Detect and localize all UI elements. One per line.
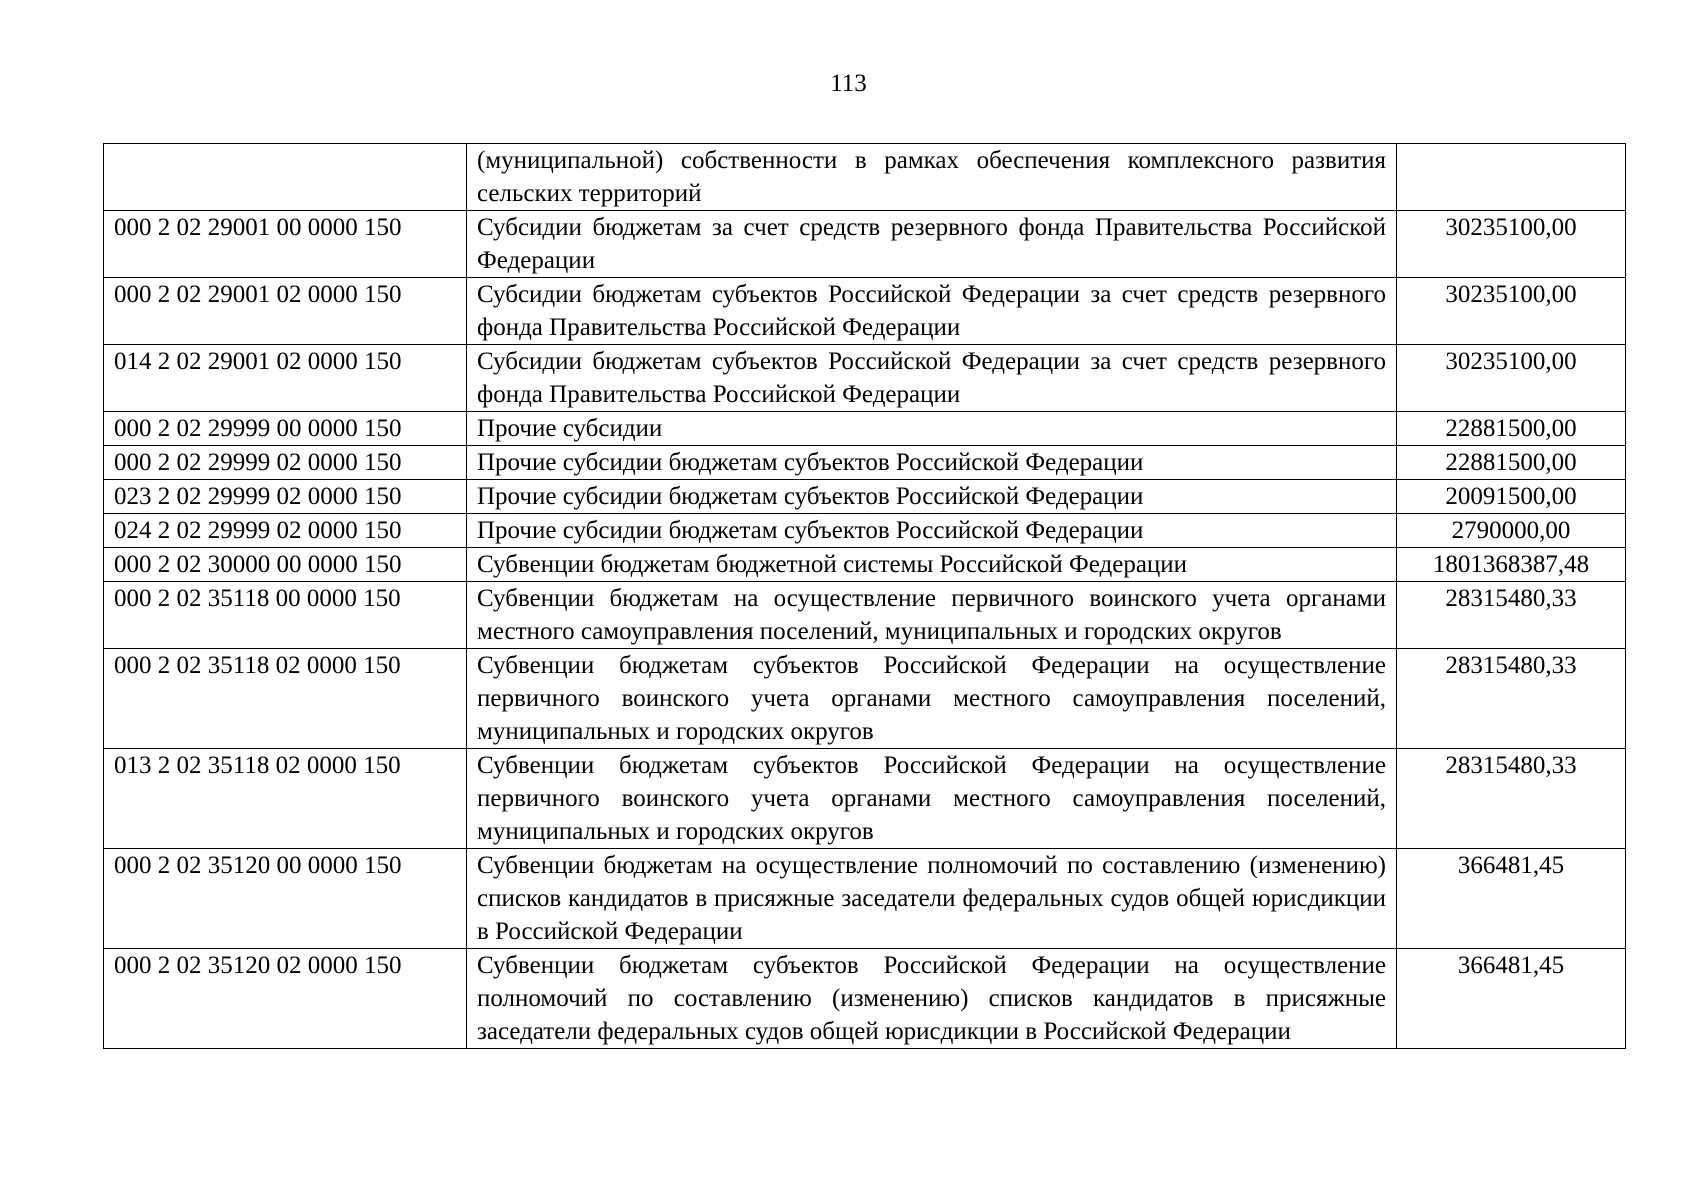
table-body bbox=[104, 144, 1626, 1049]
revenue-name-cell: Субвенции бюджетам на осуществление полномочий по составлению (изменению) списков кандидатов в присяжные заседатели федеральных судов общей юрисдикции в Российской Федерации bbox=[467, 849, 1397, 949]
table-row bbox=[104, 514, 1626, 548]
amount-cell: 22881500,00 bbox=[1397, 446, 1626, 480]
table-row bbox=[104, 649, 1626, 749]
revenue-name-cell: Прочие субсидии бюджетам субъектов Российской Федерации bbox=[467, 480, 1397, 514]
budget-code-cell: 000 2 02 35118 02 0000 150 bbox=[104, 649, 467, 749]
table-row bbox=[104, 949, 1626, 1049]
amount-cell: 28315480,33 bbox=[1397, 582, 1626, 649]
table-row bbox=[104, 582, 1626, 649]
revenue-name-cell: Субсидии бюджетам субъектов Российской Федерации за счет средств резервного фонда Правительства Российской Федерации bbox=[467, 278, 1397, 345]
amount-cell: 30235100,00 bbox=[1397, 278, 1626, 345]
budget-code-cell: 013 2 02 35118 02 0000 150 bbox=[104, 749, 467, 849]
table-row bbox=[104, 749, 1626, 849]
amount-cell: 28315480,33 bbox=[1397, 649, 1626, 749]
revenue-name-cell: Субвенции бюджетам на осуществление первичного воинского учета органами местного самоуправления поселений, муниципальных и городских округов bbox=[467, 582, 1397, 649]
revenue-name-cell: Субвенции бюджетам субъектов Российской Федерации на осуществление первичного воинского учета органами местного самоуправления поселений, муниципальных и городских округов bbox=[467, 749, 1397, 849]
amount-cell: 20091500,00 bbox=[1397, 480, 1626, 514]
table-row bbox=[104, 412, 1626, 446]
budget-code-cell: 000 2 02 29999 00 0000 150 bbox=[104, 412, 467, 446]
table-row bbox=[104, 211, 1626, 278]
revenue-name-cell: Субвенции бюджетам бюджетной системы Российской Федерации bbox=[467, 548, 1397, 582]
revenue-name-cell: Субсидии бюджетам за счет средств резервного фонда Правительства Российской Федерации bbox=[467, 211, 1397, 278]
revenue-name-cell: Прочие субсидии bbox=[467, 412, 1397, 446]
budget-code-cell: 000 2 02 30000 00 0000 150 bbox=[104, 548, 467, 582]
table-row bbox=[104, 278, 1626, 345]
table-row bbox=[104, 849, 1626, 949]
revenue-name-cell: Субсидии бюджетам субъектов Российской Федерации за счет средств резервного фонда Правительства Российской Федерации bbox=[467, 345, 1397, 412]
budget-revenue-table bbox=[103, 143, 1626, 1049]
amount-cell: 30235100,00 bbox=[1397, 211, 1626, 278]
budget-code-cell: 000 2 02 35120 00 0000 150 bbox=[104, 849, 467, 949]
budget-code-cell: 000 2 02 29001 02 0000 150 bbox=[104, 278, 467, 345]
budget-code-cell: 000 2 02 29999 02 0000 150 bbox=[104, 446, 467, 480]
amount-cell: 2790000,00 bbox=[1397, 514, 1626, 548]
budget-code-cell: 014 2 02 29001 02 0000 150 bbox=[104, 345, 467, 412]
budget-code-cell: 024 2 02 29999 02 0000 150 bbox=[104, 514, 467, 548]
budget-code-cell: 000 2 02 29001 00 0000 150 bbox=[104, 211, 467, 278]
amount-cell: 28315480,33 bbox=[1397, 749, 1626, 849]
amount-cell: 30235100,00 bbox=[1397, 345, 1626, 412]
revenue-name-cell: Прочие субсидии бюджетам субъектов Российской Федерации bbox=[467, 514, 1397, 548]
revenue-name-cell: Субвенции бюджетам субъектов Российской Федерации на осуществление первичного воинского учета органами местного самоуправления поселений, муниципальных и городских округов bbox=[467, 649, 1397, 749]
table-row bbox=[104, 446, 1626, 480]
page-number: 113 bbox=[830, 70, 867, 97]
budget-code-cell: 023 2 02 29999 02 0000 150 bbox=[104, 480, 467, 514]
amount-cell: 22881500,00 bbox=[1397, 412, 1626, 446]
amount-cell: 366481,45 bbox=[1397, 949, 1626, 1049]
budget-code-cell: 000 2 02 35120 02 0000 150 bbox=[104, 949, 467, 1049]
amount-cell: 1801368387,48 bbox=[1397, 548, 1626, 582]
revenue-name-cell: (муниципальной) собственности в рамках обеспечения комплексного развития сельских территорий bbox=[467, 144, 1397, 211]
table-row bbox=[104, 144, 1626, 211]
revenue-name-cell: Прочие субсидии бюджетам субъектов Российской Федерации bbox=[467, 446, 1397, 480]
table-row bbox=[104, 345, 1626, 412]
budget-code-cell: 000 2 02 35118 00 0000 150 bbox=[104, 582, 467, 649]
table-row bbox=[104, 548, 1626, 582]
table-row bbox=[104, 480, 1626, 514]
budget-code-cell bbox=[104, 144, 467, 211]
amount-cell: 366481,45 bbox=[1397, 849, 1626, 949]
amount-cell bbox=[1397, 144, 1626, 211]
revenue-name-cell: Субвенции бюджетам субъектов Российской Федерации на осуществление полномочий по составлению (изменению) списков кандидатов в присяжные заседатели федеральных судов общей юрисдикции в Российской Федерации bbox=[467, 949, 1397, 1049]
